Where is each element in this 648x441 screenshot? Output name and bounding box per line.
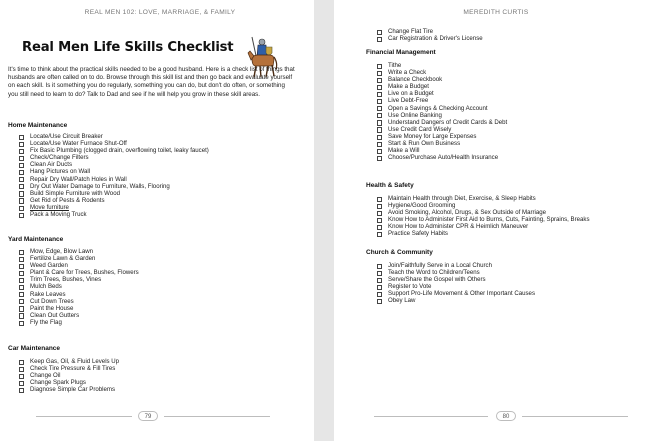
checklist-item: Check Tire Pressure & Fill Tires xyxy=(8,365,304,372)
checklist-item: Start & Run Own Business xyxy=(366,140,636,147)
checklist-item: Support Pro-Life Movement & Other Important Causes xyxy=(366,290,636,297)
checklist-item: Teach the Word to Children/Teens xyxy=(366,269,636,276)
checklist xyxy=(366,195,636,238)
checklist-item: Serve/Share the Gospel with Others xyxy=(366,276,636,283)
checklist-item: Tithe xyxy=(366,62,636,69)
checkbox-icon[interactable] xyxy=(19,257,24,262)
section-heading: Financial Management xyxy=(366,49,436,56)
checkbox-icon[interactable] xyxy=(19,149,24,154)
checkbox-icon[interactable] xyxy=(377,264,382,269)
checklist-item: Make a Will xyxy=(366,147,636,154)
checkbox-icon[interactable] xyxy=(377,99,382,104)
checklist-item: Balance Checkbook xyxy=(366,76,636,83)
checkbox-icon[interactable] xyxy=(19,142,24,147)
checklist-item: Save Money for Large Expenses xyxy=(366,133,636,140)
checklist-item: Fertilize Lawn & Garden xyxy=(8,255,304,262)
checklist-item: Clean Air Ducts xyxy=(8,161,304,168)
checkbox-icon[interactable] xyxy=(19,374,24,379)
checkbox-icon[interactable] xyxy=(377,85,382,90)
checklist-item: Change Oil xyxy=(8,372,304,379)
checkbox-icon[interactable] xyxy=(377,232,382,237)
checkbox-icon[interactable] xyxy=(377,142,382,147)
checklist xyxy=(366,262,636,305)
checkbox-icon[interactable] xyxy=(19,278,24,283)
right-page xyxy=(334,0,648,441)
checklist-item: Move furniture xyxy=(8,204,304,211)
page-number: 79 xyxy=(138,411,158,421)
intro-paragraph: It's time to think about the practical skills needed to be a good husband. Here is a check list of things that husbands are often called on to do. Browse through this skill list and then go back and evaluate yourself on each skill. Is it something you do regularly, something you can do, but don't do often, or something you still need to learn to do? Talk to Dad and see if he will help you grow in these skill areas. xyxy=(8,66,295,98)
checklist-item: Keep Gas, Oil, & Fluid Levels Up xyxy=(8,358,304,365)
checklist-item: Cut Down Trees xyxy=(8,298,304,305)
checkbox-icon[interactable] xyxy=(19,360,24,365)
checkbox-icon[interactable] xyxy=(19,191,24,196)
checkbox-icon[interactable] xyxy=(377,225,382,230)
checklist-item: Maintain Health through Diet, Exercise, & Sleep Habits xyxy=(366,195,636,202)
checklist-item: Hang Pictures on Wall xyxy=(8,168,304,175)
checkbox-icon[interactable] xyxy=(19,213,24,218)
checklist-item: Locate/Use Water Furnace Shut-Off xyxy=(8,140,304,147)
checkbox-icon[interactable] xyxy=(19,321,24,326)
checkbox-icon[interactable] xyxy=(377,92,382,97)
checklist-item: Check/Change Filters xyxy=(8,154,304,161)
left-page xyxy=(0,0,314,441)
checkbox-icon[interactable] xyxy=(377,135,382,140)
checkbox-icon[interactable] xyxy=(377,211,382,216)
checklist-item: Use Credit Card Wisely xyxy=(366,126,636,133)
checklist-item: Practice Safety Habits xyxy=(366,230,636,237)
checklist-item: Change Spark Plugs xyxy=(8,379,304,386)
checkbox-icon[interactable] xyxy=(377,64,382,69)
checklist-item: Obey Law xyxy=(366,297,636,304)
checkbox-icon[interactable] xyxy=(19,170,24,175)
page-footer xyxy=(334,411,648,421)
car-maintenance-section xyxy=(8,345,304,393)
checkbox-icon[interactable] xyxy=(377,37,382,42)
checklist-item: Know How to Administer CPR & Heimlich Maneuver xyxy=(366,223,636,230)
footer-rule xyxy=(374,416,488,417)
checklist-item: Avoid Smoking, Alcohol, Drugs, & Sex Outside of Marriage xyxy=(366,209,636,216)
checklist-item: Fly the Flag xyxy=(8,319,304,326)
checklist-item: Build Simple Furniture with Wood xyxy=(8,190,304,197)
checklist-item: Rake Leaves xyxy=(8,291,304,298)
checkbox-icon[interactable] xyxy=(19,163,24,168)
checklist-item: Mulch Beds xyxy=(8,283,304,290)
checklist-item: Paint the House xyxy=(8,305,304,312)
checklist-item: Plant & Care for Trees, Bushes, Flowers xyxy=(8,269,304,276)
section-heading: Yard Maintenance xyxy=(8,236,64,243)
checklist-item: Dry Out Water Damage to Furniture, Walls, Flooring xyxy=(8,183,304,190)
checkbox-icon[interactable] xyxy=(19,156,24,161)
section-heading: Church & Community xyxy=(366,249,433,256)
home-maintenance-section xyxy=(8,122,304,218)
checkbox-icon[interactable] xyxy=(19,271,24,276)
checkbox-icon[interactable] xyxy=(377,278,382,283)
checklist xyxy=(366,28,636,42)
checklist-item: Open a Savings & Checking Account xyxy=(366,105,636,112)
checklist-item: Diagnose Simple Car Problems xyxy=(8,386,304,393)
checkbox-icon[interactable] xyxy=(377,30,382,35)
footer-rule xyxy=(164,416,270,417)
checkbox-icon[interactable] xyxy=(19,250,24,255)
checkbox-icon[interactable] xyxy=(19,184,24,189)
checkbox-icon[interactable] xyxy=(377,149,382,154)
checkbox-icon[interactable] xyxy=(377,71,382,76)
checklist-item: Get Rid of Pests & Rodents xyxy=(8,197,304,204)
checkbox-icon[interactable] xyxy=(19,292,24,297)
checklist-item: Trim Trees, Bushes, Vines xyxy=(8,276,304,283)
page-number: 80 xyxy=(496,411,516,421)
checkbox-icon[interactable] xyxy=(377,197,382,202)
checklist-item: Live on a Budget xyxy=(366,90,636,97)
checkbox-icon[interactable] xyxy=(19,313,24,318)
checkbox-icon[interactable] xyxy=(377,106,382,111)
section-heading: Home Maintenance xyxy=(8,122,68,129)
checkbox-icon[interactable] xyxy=(19,306,24,311)
running-head-left: REAL MEN 102: LOVE, MARRIAGE, & FAMILY xyxy=(84,9,236,16)
checkbox-icon[interactable] xyxy=(377,218,382,223)
checklist-item: Repair Dry Wall/Patch Holes in Wall xyxy=(8,176,304,183)
health-safety-section xyxy=(366,182,636,238)
checklist xyxy=(8,248,304,326)
checklist-item: Mow, Edge, Blow Lawn xyxy=(8,248,304,255)
financial-management-section xyxy=(366,49,636,161)
church-community-section xyxy=(366,249,636,305)
checkbox-icon[interactable] xyxy=(377,292,382,297)
footer-rule xyxy=(522,416,628,417)
checklist-item: Weed Garden xyxy=(8,262,304,269)
checkbox-icon[interactable] xyxy=(377,113,382,118)
checkbox-icon[interactable] xyxy=(19,177,24,182)
checkbox-icon[interactable] xyxy=(377,120,382,125)
checkbox-icon[interactable] xyxy=(377,127,382,132)
checklist xyxy=(8,133,304,218)
checklist-item: Fix Basic Plumbing (clogged drain, overflowing toilet, leaky faucet) xyxy=(8,147,304,154)
checklist-item: Write a Check xyxy=(366,69,636,76)
checkbox-icon[interactable] xyxy=(377,156,382,161)
checklist-item: Use Online Banking xyxy=(366,112,636,119)
checklist xyxy=(366,62,636,161)
checklist-item: Change Flat Tire xyxy=(366,28,636,35)
page-title: Real Men Life Skills Checklist xyxy=(22,40,234,55)
checklist-item: Know How to Administer First Aid to Burns, Cuts, Fainting, Sprains, Breaks xyxy=(366,216,636,223)
checklist xyxy=(8,358,304,393)
continued-car-items xyxy=(366,28,636,42)
page-footer xyxy=(0,411,314,421)
checklist-item: Choose/Purchase Auto/Health Insurance xyxy=(366,154,636,161)
checkbox-icon[interactable] xyxy=(19,206,24,211)
checklist-item: Join/Faithfully Serve in a Local Church xyxy=(366,262,636,269)
checkbox-icon[interactable] xyxy=(377,78,382,83)
checklist-item: Pack a Moving Truck xyxy=(8,211,304,218)
checklist-item: Make a Budget xyxy=(366,83,636,90)
checkbox-icon[interactable] xyxy=(377,285,382,290)
checkbox-icon[interactable] xyxy=(19,299,24,304)
section-heading: Health & Safety xyxy=(366,182,414,189)
checkbox-icon[interactable] xyxy=(19,381,24,386)
checkbox-icon[interactable] xyxy=(377,299,382,304)
running-head-right: MEREDITH CURTIS xyxy=(463,9,529,16)
checklist-item: Clean Out Gutters xyxy=(8,312,304,319)
checkbox-icon[interactable] xyxy=(19,264,24,269)
checkbox-icon[interactable] xyxy=(19,135,24,140)
checklist-item: Register to Vote xyxy=(366,283,636,290)
section-heading: Car Maintenance xyxy=(8,345,61,352)
checklist-item: Live Debt-Free xyxy=(366,97,636,104)
checkbox-icon[interactable] xyxy=(377,204,382,209)
checkbox-icon[interactable] xyxy=(19,285,24,290)
checklist-item: Car Registration & Driver's License xyxy=(366,35,636,42)
footer-rule xyxy=(36,416,132,417)
checkbox-icon[interactable] xyxy=(377,271,382,276)
checkbox-icon[interactable] xyxy=(19,198,24,203)
yard-maintenance-section xyxy=(8,236,304,326)
checklist-item: Understand Dangers of Credit Cards & Debt xyxy=(366,119,636,126)
checkbox-icon[interactable] xyxy=(19,367,24,372)
checklist-item: Hygiene/Good Grooming xyxy=(366,202,636,209)
checklist-item: Locate/Use Circuit Breaker xyxy=(8,133,304,140)
checkbox-icon[interactable] xyxy=(19,388,24,393)
